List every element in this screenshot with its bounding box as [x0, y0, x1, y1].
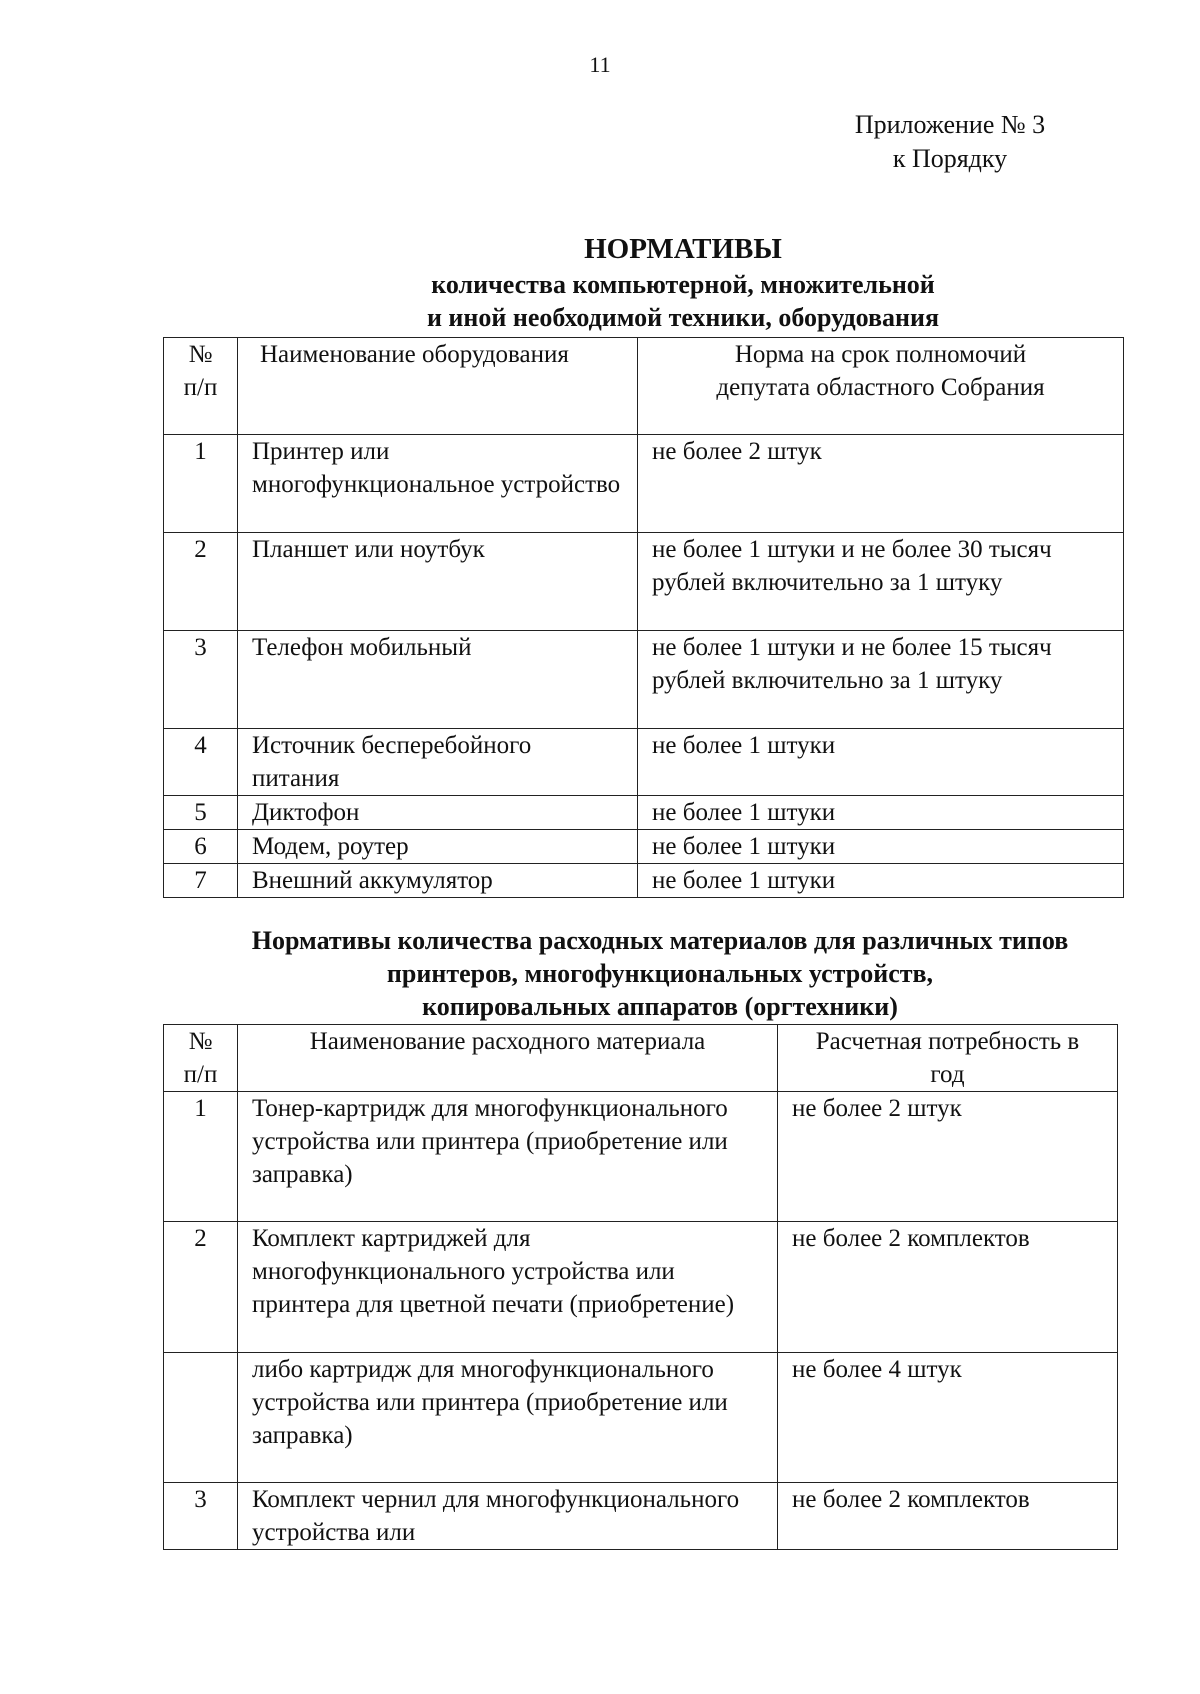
appendix-line-2: к Порядку: [892, 144, 1008, 173]
row-name: Планшет или ноутбук: [238, 533, 638, 631]
row-norm: не более 1 штуки: [638, 729, 1124, 796]
appendix-line-1: Приложение № 3: [854, 110, 1046, 139]
table-row: [164, 631, 1124, 729]
header-equipment-name: Наименование оборудования: [238, 338, 638, 435]
row-num: 1: [164, 435, 238, 533]
row-name: Телефон мобильный: [238, 631, 638, 729]
row-num: 6: [164, 830, 238, 864]
row-norm: не более 2 штук: [638, 435, 1124, 533]
header-num: № п/п: [164, 1025, 238, 1092]
row-norm: не более 1 штуки и не более 15 тысяч рублей включительно за 1 штуку: [638, 631, 1124, 729]
table-row: [164, 830, 1124, 864]
row-num: 4: [164, 729, 238, 796]
header-material-name: Наименование расходного материала: [238, 1025, 778, 1092]
consumables-norms-table: [163, 1024, 1118, 1550]
row-norm: не более 1 штуки: [638, 830, 1124, 864]
row-num: 3: [164, 1483, 238, 1550]
row-num: 1: [164, 1092, 238, 1222]
header-annual-need: Расчетная потребность в год: [778, 1025, 1118, 1092]
row-name: Модем, роутер: [238, 830, 638, 864]
row-name: Принтер или многофункциональное устройство: [238, 435, 638, 533]
section1-subtitle: [0, 268, 1200, 334]
header-num: № п/п: [164, 338, 238, 435]
section1-title: НОРМАТИВЫ: [584, 233, 782, 265]
section2-title-line-1: Нормативы количества расходных материалов для различных типов: [251, 926, 1069, 955]
table-row: [164, 1222, 1118, 1353]
table-row: [164, 1353, 1118, 1483]
row-need: не более 2 комплектов: [778, 1222, 1118, 1353]
row-name: Комплект картриджей для многофункционального устройства или принтера для цветной печати (приобретение): [238, 1222, 778, 1353]
appendix-label: [820, 108, 1080, 176]
table-header-row: [164, 338, 1124, 435]
row-norm: не более 1 штуки: [638, 796, 1124, 830]
row-name: Диктофон: [238, 796, 638, 830]
table-row: [164, 435, 1124, 533]
row-num: 2: [164, 533, 238, 631]
row-num: 3: [164, 631, 238, 729]
table-row: [164, 864, 1124, 898]
section1-subtitle-line-1: количества компьютерной, множительной: [431, 270, 935, 299]
table-row: [164, 533, 1124, 631]
row-num: 2: [164, 1222, 238, 1353]
row-name: Источник бесперебойного питания: [238, 729, 638, 796]
page-number: 11: [589, 52, 611, 77]
row-need: не более 2 штук: [778, 1092, 1118, 1222]
row-name: либо картридж для многофункционального устройства или принтера (приобретение или заправка): [238, 1353, 778, 1483]
row-norm: не более 1 штуки: [638, 864, 1124, 898]
table-header-row: [164, 1025, 1118, 1092]
equipment-norms-table: [163, 337, 1124, 898]
row-name: Тонер-картридж для многофункционального устройства или принтера (приобретение или заправка): [238, 1092, 778, 1222]
section1-subtitle-line-2: и иной необходимой техники, оборудования: [426, 303, 940, 332]
row-num: 7: [164, 864, 238, 898]
row-norm: не более 1 штуки и не более 30 тысяч рублей включительно за 1 штуку: [638, 533, 1124, 631]
section2-title-line-2: принтеров, многофункциональных устройств,: [386, 959, 934, 988]
section2-title-line-3: копировальных аппаратов (оргтехники): [422, 992, 898, 1021]
row-need: не более 4 штук: [778, 1353, 1118, 1483]
row-name: Комплект чернил для многофункционального устройства или: [238, 1483, 778, 1550]
row-num: 5: [164, 796, 238, 830]
header-norm: Норма на срок полномочий депутата областного Собрания: [638, 338, 1124, 435]
table-row: [164, 1092, 1118, 1222]
table-row: [164, 796, 1124, 830]
row-name: Внешний аккумулятор: [238, 864, 638, 898]
table-row: [164, 1483, 1118, 1550]
section2-title: [150, 924, 1170, 1023]
table-row: [164, 729, 1124, 796]
row-need: не более 2 комплектов: [778, 1483, 1118, 1550]
row-num: [164, 1353, 238, 1483]
